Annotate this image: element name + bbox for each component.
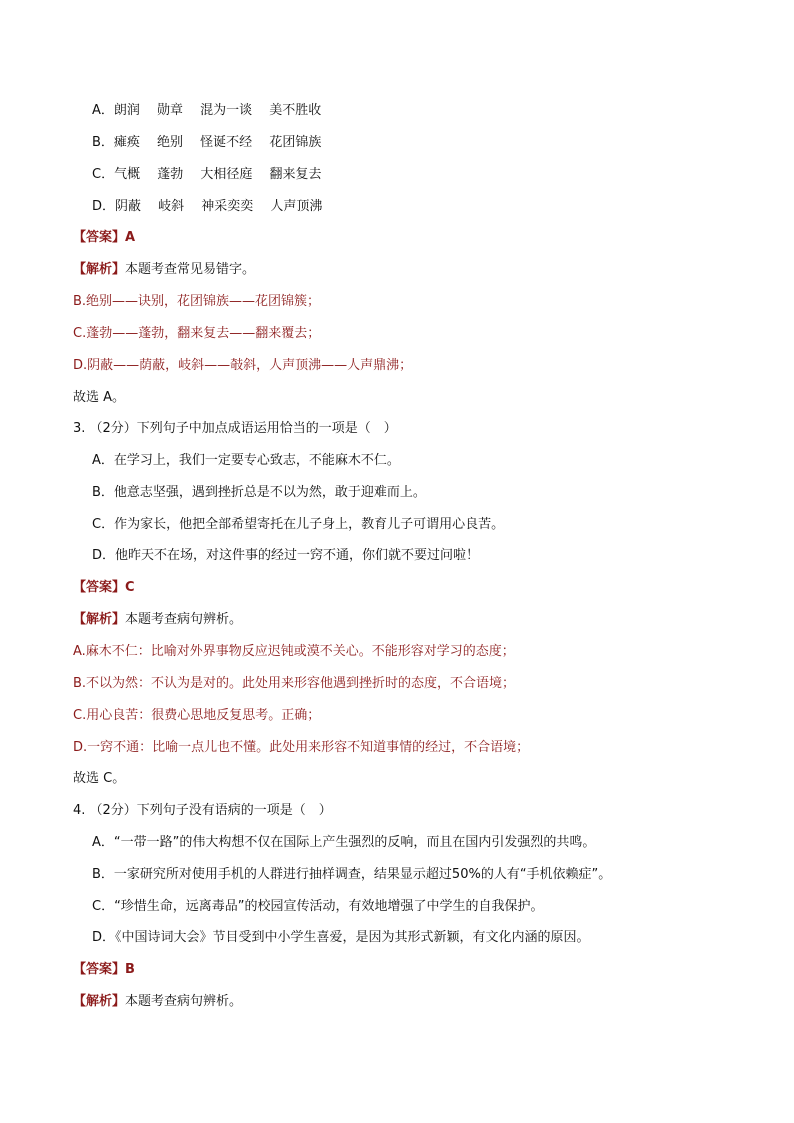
q3-stem: 3. （2分）下列句子中加点成语运用恰当的一项是（ ） bbox=[73, 421, 397, 436]
q3-choose: 故选 C。 bbox=[73, 771, 126, 786]
q2-analysis-line-b: B.绝别——诀别，花团锦族——花团锦簇； bbox=[73, 294, 321, 309]
q2-option-b: B．瘫痪 绝别 怪诞不经 花团锦族 bbox=[92, 135, 322, 150]
q4-analysis bbox=[73, 993, 242, 1011]
q4-answer bbox=[73, 961, 135, 979]
q2-option-d: D．阴蔽 岐斜 神采奕奕 人声顶沸 bbox=[92, 199, 323, 214]
q4-option-a: A．“一带一路”的伟大构想不仅在国际上产生强烈的反响，而且在国内引发强烈的共鸣。 bbox=[92, 835, 596, 850]
q3-option-c: C．作为家长，他把全部希望寄托在儿子身上，教育儿子可谓用心良苦。 bbox=[92, 517, 505, 532]
q2-analysis-line-c: C.蓬勃——蓬勃，翻来复去——翻来覆去； bbox=[73, 326, 321, 341]
q2-option-c: C．气概 蓬勃 大相径庭 翻来复去 bbox=[92, 167, 322, 182]
q3-option-b: B．他意志坚强，遇到挫折总是不以为然，敢于迎难而上。 bbox=[92, 485, 426, 500]
analysis-intro: 本题考查病句辨析。 bbox=[125, 612, 243, 627]
q3-answer bbox=[73, 579, 135, 597]
analysis-label: 【解析】 bbox=[73, 262, 126, 277]
analysis-label: 【解析】 bbox=[73, 612, 126, 627]
analysis-label: 【解析】 bbox=[73, 994, 126, 1009]
answer-label: 【答案】 bbox=[73, 962, 126, 977]
analysis-intro: 本题考查常见易错字。 bbox=[125, 262, 256, 277]
q3-analysis-line-d: D.一窍不通：比喻一点儿也不懂。此处用来形容不知道事情的经过，不合语境； bbox=[73, 740, 530, 755]
q2-choose: 故选 A。 bbox=[73, 390, 126, 405]
answer-label: 【答案】 bbox=[73, 580, 126, 595]
q4-stem: 4. （2分）下列句子没有语病的一项是（ ） bbox=[73, 803, 332, 818]
q3-option-a: A．在学习上，我们一定要专心致志，不能麻木不仁。 bbox=[92, 453, 400, 468]
q4-option-c: C．“珍惜生命，远离毒品”的校园宣传活动，有效地增强了中学生的自我保护。 bbox=[92, 899, 544, 914]
q4-option-d: D．《中国诗词大会》节目受到中小学生喜爱，是因为其形式新颖，有文化内涵的原因。 bbox=[92, 930, 590, 945]
answer-value: B bbox=[125, 962, 135, 977]
answer-value: C bbox=[125, 580, 135, 595]
q4-option-b: B．一家研究所对使用手机的人群进行抽样调查，结果显示超过50%的人有“手机依赖症”。 bbox=[92, 867, 612, 882]
answer-label: 【答案】 bbox=[73, 230, 126, 245]
q3-analysis bbox=[73, 611, 242, 629]
q2-analysis bbox=[73, 261, 255, 279]
q3-analysis-line-a: A.麻木不仁：比喻对外界事物反应迟钝或漠不关心。不能形容对学习的态度； bbox=[73, 644, 515, 659]
q2-analysis-line-d: D.阴蔽——荫蔽，岐斜——攲斜，人声顶沸——人声鼎沸； bbox=[73, 358, 413, 373]
q3-analysis-line-b: B.不以为然：不认为是对的。此处用来形容他遇到挫折时的态度，不合语境； bbox=[73, 676, 516, 691]
analysis-intro: 本题考查病句辨析。 bbox=[125, 994, 243, 1009]
q2-answer bbox=[73, 229, 135, 247]
q3-analysis-line-c: C.用心良苦：很费心思地反复思考。正确； bbox=[73, 708, 321, 723]
q2-option-a: A．朗润 勋章 混为一谈 美不胜收 bbox=[92, 103, 322, 118]
q3-option-d: D．他昨天不在场，对这件事的经过一窍不通，你们就不要过问啦！ bbox=[92, 548, 480, 563]
answer-value: A bbox=[125, 230, 136, 245]
